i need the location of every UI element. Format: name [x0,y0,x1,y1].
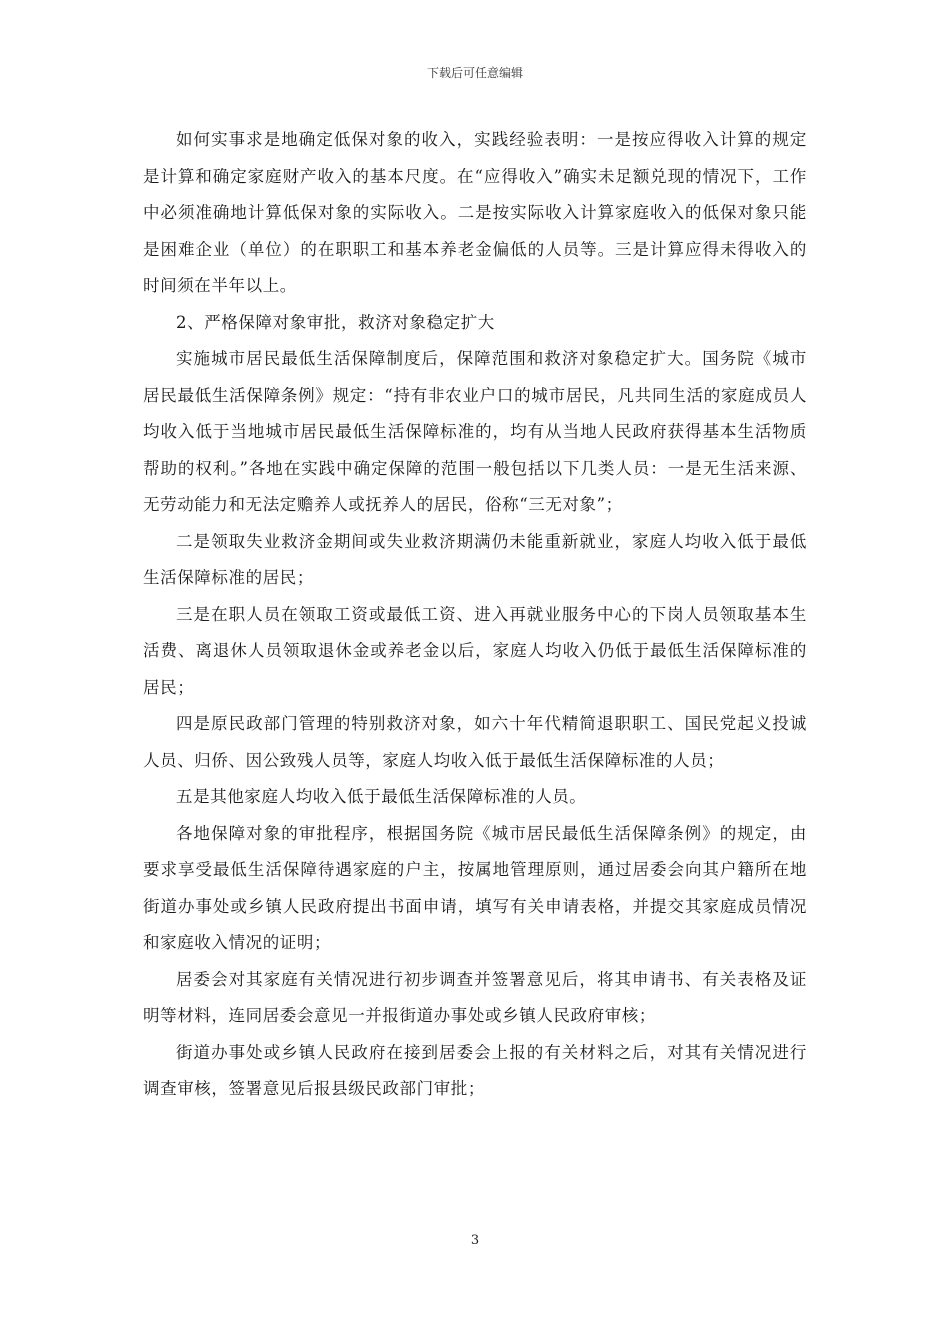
page-number: 3 [470,1233,480,1248]
paragraph-coverage-scope: 实施城市居民最低生活保障制度后，保障范围和救济对象稳定扩大。国务院《城市居民最低生活保障条例》规定：“持有非农业户口的城市居民，凡共同生活的家庭成员人均收入低于当地城市居民最低生活保障标准的，均有从当地人民政府获得基本生活物质帮助的权利。”各地在实践中确定保障的范围一般包括以下几类人员：一是无生活来源、无劳动能力和无法定赡养人或抚养人的居民，俗称“三无对象”； [143,349,807,514]
document-body [143,122,807,1108]
page-header: 下载后可任意编辑 [426,66,523,80]
paragraph-subdistrict-review: 街道办事处或乡镇人民政府在接到居委会上报的有关材料之后，对其有关情况进行调查审核，签署意见后报县级民政部门审批； [143,1042,807,1098]
paragraph-category-five: 五是其他家庭人均收入低于最低生活保障标准的人员。 [176,787,587,806]
paragraph-committee-review: 居委会对其家庭有关情况进行初步调查并签署意见后，将其申请书、有关表格及证明等材料，连同居委会意见一并报街道办事处或乡镇人民政府审核； [143,969,807,1025]
section-heading-approval: 2、严格保障对象审批，救济对象稳定扩大 [176,312,495,332]
paragraph-category-four: 四是原民政部门管理的特别救济对象，如六十年代精简退职职工、国民党起义投诚人员、归侨、因公致残人员等，家庭人均收入低于最低生活保障标准的人员； [143,714,807,770]
paragraph-approval-procedure: 各地保障对象的审批程序，根据国务院《城市居民最低生活保障条例》的规定，由要求享受最低生活保障待遇家庭的户主，按属地管理原则，通过居委会向其户籍所在地街道办事处或乡镇人民政府提出书面申请，填写有关申请表格，并提交其家庭成员情况和家庭收入情况的证明； [143,823,807,952]
paragraph-category-two: 二是领取失业救济金期间或失业救济期满仍未能重新就业，家庭人均收入低于最低生活保障标准的居民； [143,531,807,587]
paragraph-category-three: 三是在职人员在领取工资或最低工资、进入再就业服务中心的下岗人员领取基本生活费、离退休人员领取退休金或养老金以后，家庭人均收入仍低于最低生活保障标准的居民； [143,604,807,697]
paragraph-income-calculation: 如何实事求是地确定低保对象的收入，实践经验表明：一是按应得收入计算的规定是计算和确定家庭财产收入的基本尺度。在“应得收入”确实未足额兑现的情况下，工作中必须准确地计算低保对象的实际收入。二是按实际收入计算家庭收入的低保对象只能是困难企业（单位）的在职职工和基本养老金偏低的人员等。三是计算应得未得收入的时间须在半年以上。 [143,130,807,295]
